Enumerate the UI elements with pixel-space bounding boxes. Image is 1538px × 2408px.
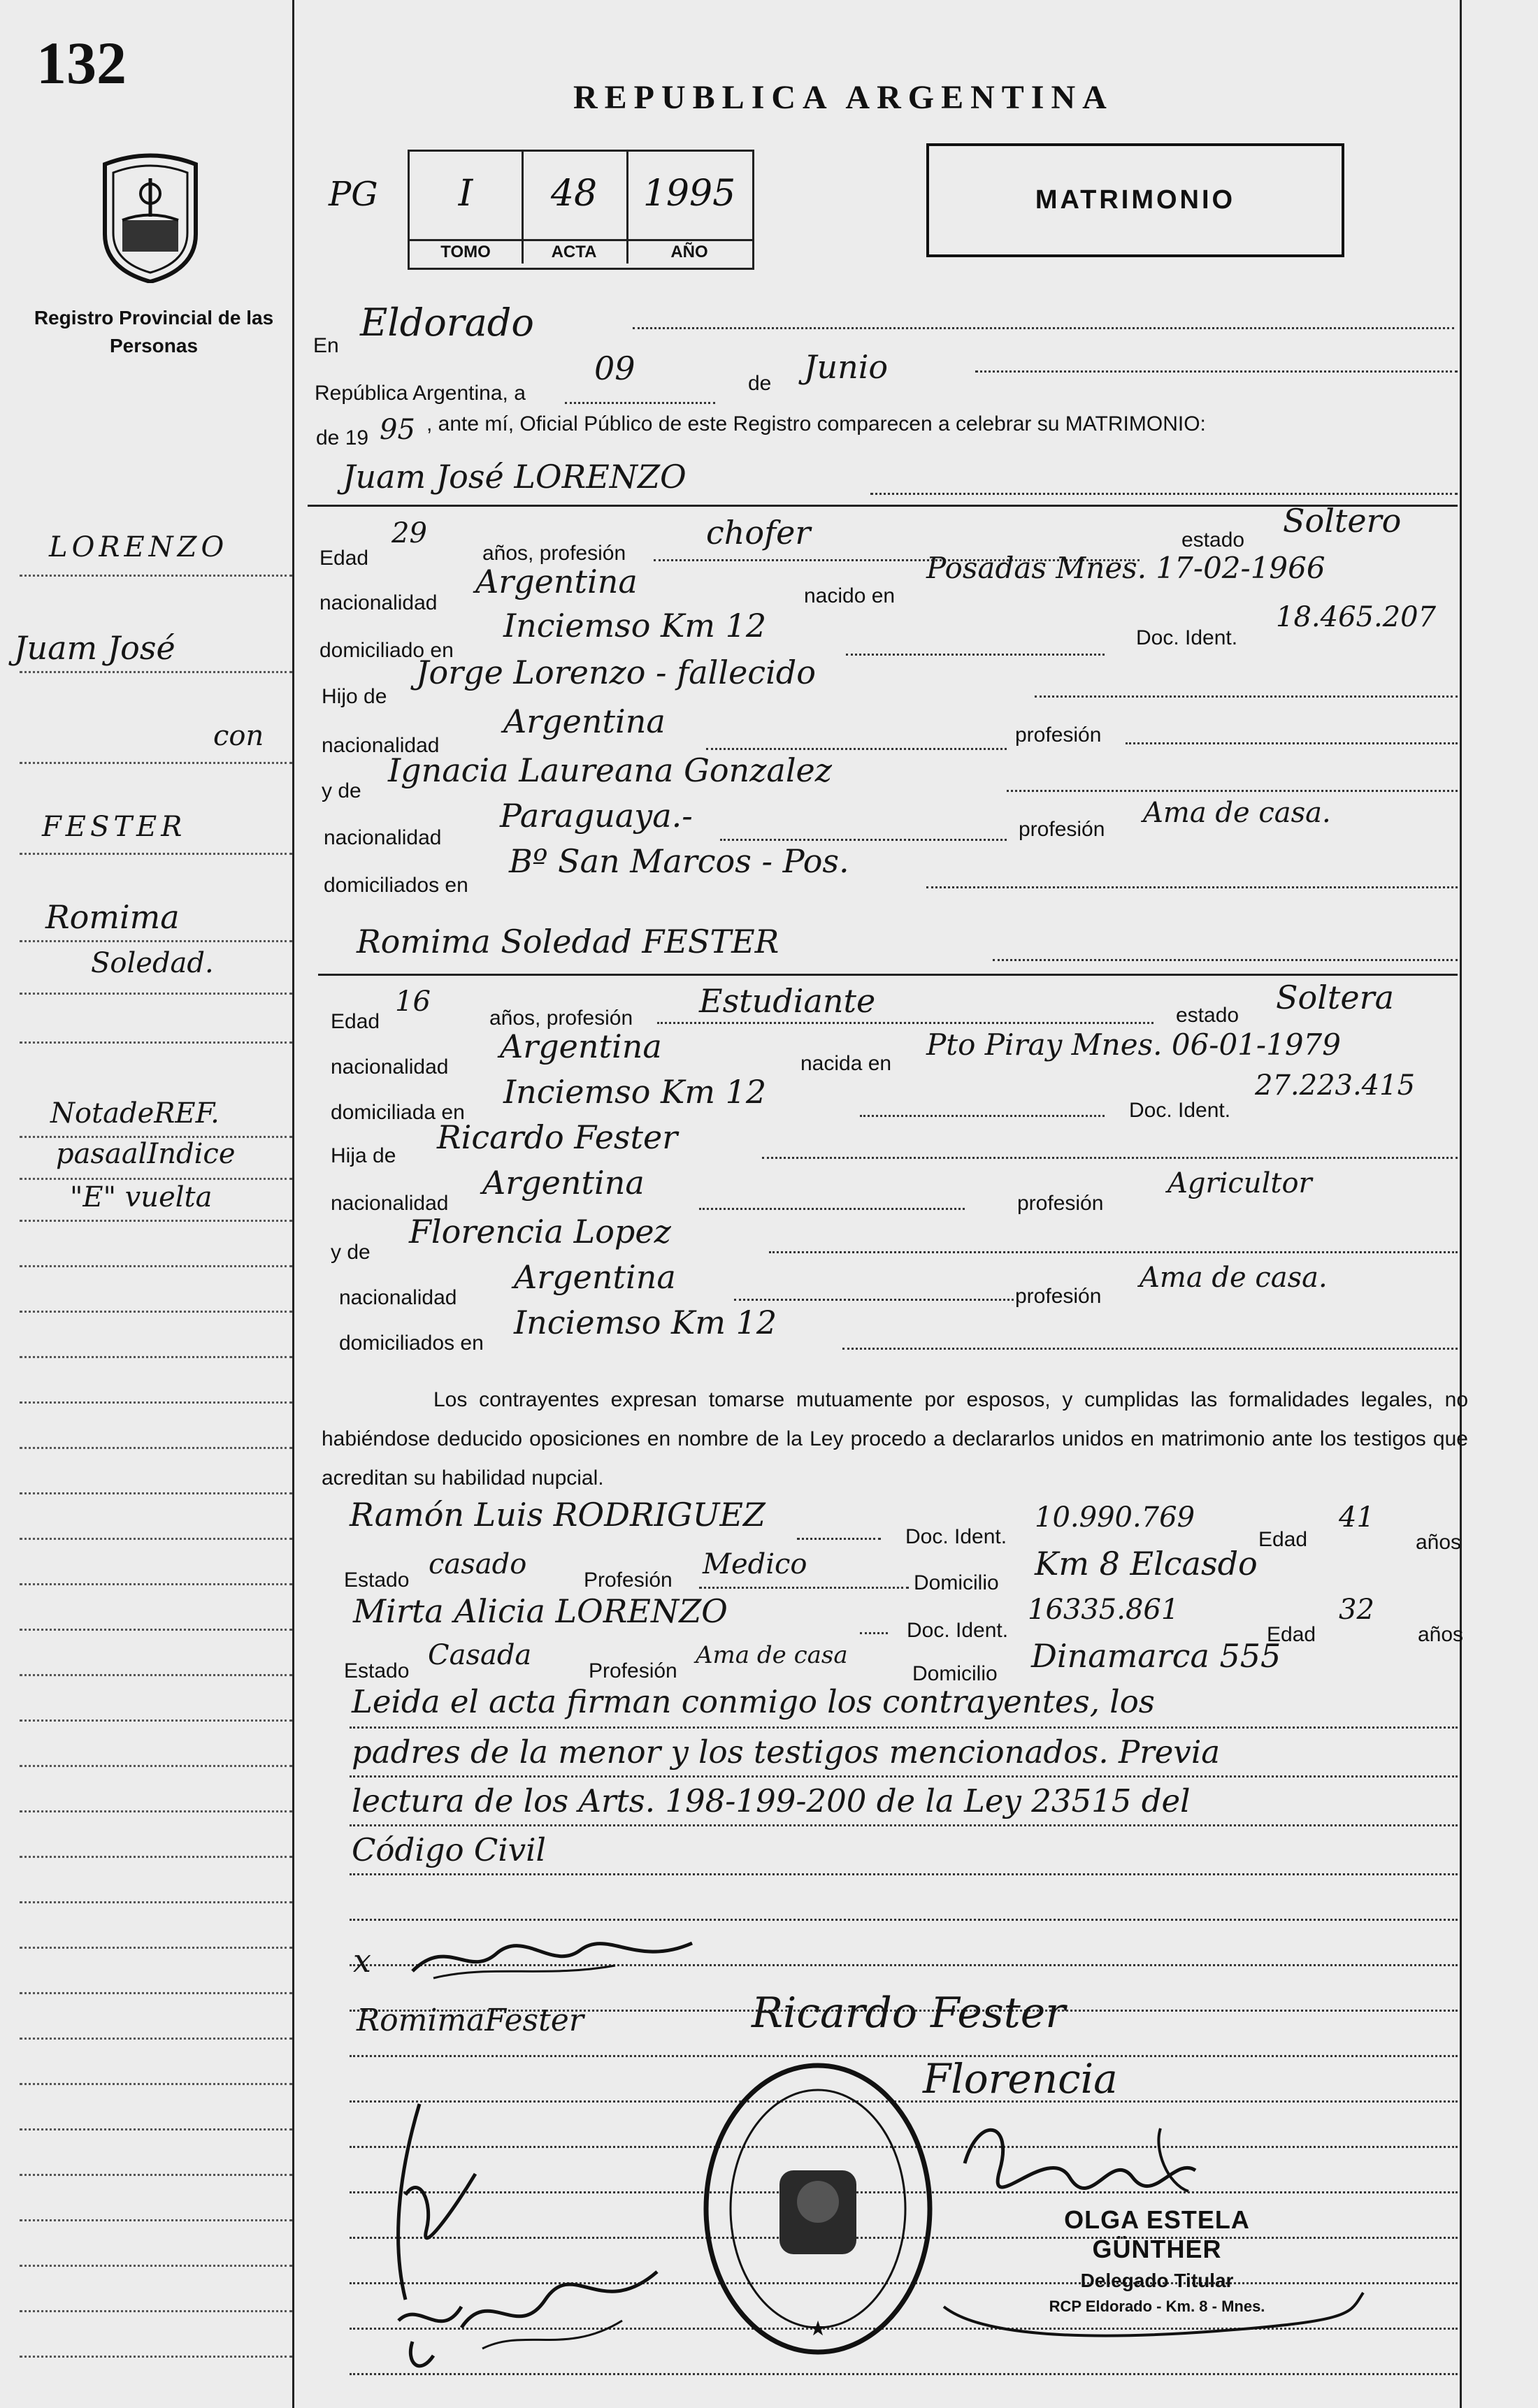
groom-padre-nac: Argentina [503,702,666,740]
margin-line [20,1583,292,1585]
witness1-name: Ramón Luis RODRIGUEZ [350,1496,766,1534]
anio-value: 1995 [642,173,736,215]
groom-padre: Jorge Lorenzo - fallecido [416,654,816,691]
witness1-edad-label: Edad [1258,1528,1308,1551]
witness1-doc: 10.990.769 [1035,1501,1195,1534]
page-number: 132 [36,29,127,96]
signature-father: Ricardo Fester [752,1989,1065,2038]
bride-madre-prof: Ama de casa. [1140,1262,1328,1294]
bride-prof-label: años, profesión [489,1007,633,1030]
tomo-cell [410,152,524,264]
document-type-box: MATRIMONIO [926,143,1344,257]
margin-line [20,671,292,673]
anio-label: AÑO [626,239,752,262]
groom-hijo-label: Hijo de [322,685,387,708]
bride-name-line [993,959,1458,961]
groom-doc-label: Doc. Ident. [1136,626,1238,649]
republica-label: República Argentina, a [315,382,526,405]
officer-name: OLGA ESTELA GÜNTHER [1064,2205,1250,2263]
margin-line [20,1810,292,1812]
legal-paragraph: Los contrayentes expresan tomarse mutuamente por esposos, y cumplidas las formalidades legales, no habiéndose deducido oposiciones en nombre de la Ley procedo a declararlos unidos en matrimonio ante los testigos que acreditan su habilidad nupcial. [322,1388,1468,1490]
bride-padre-nac: Argentina [482,1164,645,1202]
closing-rule [350,2055,1458,2057]
groom-full-name: Juam José LORENZO [343,458,687,496]
bride-padre-line [762,1157,1458,1159]
witness2-profesion: Ama de casa [696,1641,848,1669]
groom-nac-label: nacionalidad [319,591,438,614]
bride-domicilio: Inciemso Km 12 [503,1073,767,1111]
margin-line [20,1447,292,1449]
bride-nacida-en: Pto Piray Mnes. 06-01-1979 [926,1028,1341,1062]
witness1-profesion: Medico [703,1548,807,1580]
groom-doc: 18.465.207 [1276,601,1437,633]
intro-text: , ante mí, Oficial Público de este Registro comparecen a celebrar su MATRIMONIO: [426,412,1206,435]
day-line [565,402,715,404]
groom-madre-nac: Paraguaya.- [500,797,693,835]
signature-witness2-icon [454,2244,664,2370]
groom-prof-label: años, profesión [482,542,626,565]
signature-x-mark: x [353,1942,371,1980]
groom-nacido-label: nacido en [804,584,896,607]
witness2-dom-label: Domicilio [912,1662,998,1685]
bride-padres-dom-line [842,1348,1458,1350]
groom-padre-nac-line [706,748,1007,750]
margin-line [20,2083,292,2085]
bride-profesion: Estudiante [699,982,876,1020]
signature-groom-icon [405,1929,699,1985]
bride-padre-prof: Agricultor [1167,1167,1312,1199]
margin-name1: Juam José [14,629,175,667]
closing-line: Código Civil [352,1831,546,1868]
bride-madre-nac-line [734,1299,1014,1301]
margin-line [20,1492,292,1494]
bride-madre-prof-label: profesión [1015,1285,1102,1308]
witness2-estado-label: Estado [344,1659,410,1682]
witness1-estado: casado [429,1548,527,1580]
groom-padres-dom: Bº San Marcos - Pos. [509,842,849,880]
closing-rule [350,1919,1458,1921]
margin-name2a: Romima [45,898,180,936]
margin-line [20,1220,292,1222]
signature-mother: Florencia [923,2055,1118,2103]
margin-line [20,1041,292,1044]
bride-edad-label: Edad [331,1010,380,1033]
groom-dom-line [846,654,1105,656]
closing-rule [350,1726,1458,1729]
margin-line [20,2174,292,2176]
groom-yde-label: y de [322,779,361,802]
margin-line [20,1311,292,1313]
margin-line [20,2356,292,2358]
place-value: Eldorado [360,301,534,345]
margin-line [20,1356,292,1358]
groom-madre-line [1007,790,1458,792]
closing-line: lectura de los Arts. 198-199-200 de la Ley 23515 del [352,1782,1191,1819]
bride-padre: Ricardo Fester [437,1118,678,1156]
provincial-seal-icon [98,150,203,283]
closing-rule [350,1824,1458,1826]
bride-prof-line [657,1022,1154,1024]
bride-nacida-label: nacida en [800,1052,892,1075]
margin-line [20,853,292,855]
de-label: de [748,372,772,395]
margin-line [20,2219,292,2221]
registro-provincial: Registro Provincial de las Personas [34,307,274,356]
bride-madre-nac: Argentina [514,1258,676,1296]
bride-doc: 27.223.415 [1255,1069,1416,1102]
closing-line: Leida el acta firman conmigo los contrayentes, los [352,1683,1155,1720]
acta-cell [522,152,628,264]
margin-line [20,1629,292,1631]
groom-estado: Soltero [1283,502,1402,540]
day-value: 09 [594,349,635,387]
margin-note2: pasaalIndice [56,1138,236,1170]
bride-dom-label: domiciliada en [331,1101,465,1124]
margin-line [20,762,292,764]
de19-label: de 19 [316,426,369,449]
witness2-edad-label: Edad [1267,1623,1316,1646]
groom-madre-prof-label: profesión [1019,818,1105,841]
year-value: 95 [380,414,415,446]
margin-name2b: Soledad. [91,947,214,979]
month-value: Junio [804,348,889,386]
bride-edad: 16 [395,986,431,1018]
groom-dom-label: domiciliado en [319,639,454,662]
groom-edad: 29 [391,517,427,549]
header-title: REPUBLICA ARGENTINA [573,79,1114,116]
right-edge-rule [1460,0,1462,2408]
officer-signature-icon [951,2100,1202,2205]
groom-madre-nac-label: nacionalidad [324,826,442,849]
groom-edad-label: Edad [319,547,369,570]
margin-line [20,1947,292,1949]
bride-doc-label: Doc. Ident. [1129,1099,1231,1122]
acta-label: ACTA [522,239,626,262]
witness1-estado-label: Estado [344,1569,410,1592]
bride-madre-line [769,1251,1458,1253]
svg-text:★: ★ [810,2318,826,2339]
tomo-acta-ano-box [408,150,754,270]
margin-surname2: FESTER [42,811,187,843]
margin-line [20,1401,292,1404]
bride-padre-nac-line [699,1208,965,1210]
margin-line [20,1265,292,1267]
officer-office: RCP Eldorado - Km. 8 - Mnes. [1049,2298,1265,2315]
witness2-anios-label: años [1418,1623,1464,1646]
bride-padre-nac-label: nacionalidad [331,1192,449,1215]
groom-padre-nac-label: nacionalidad [322,734,440,757]
witness1-prof-line [699,1587,909,1589]
groom-madre-nac-line [720,839,1007,841]
margin-line [20,993,292,995]
margin-line [20,1674,292,1676]
margin-line [20,940,292,942]
bride-yde-label: y de [331,1241,371,1264]
margin-line [20,2265,292,2267]
margin-line [20,2038,292,2040]
officer-role: Delegado Titular [1080,2270,1234,2291]
witness1-domicilio: Km 8 Elcasdo [1035,1545,1258,1582]
officer-flourish-icon [937,2265,1370,2349]
bride-hija-label: Hija de [331,1144,396,1167]
margin-note1: NotadeREF. [50,1097,220,1130]
margin-line [20,1856,292,1858]
pg-mark: PG [329,175,378,214]
closing-rule [350,2373,1458,2375]
witness2-estado: Casada [428,1639,532,1671]
closing-line: padres de la menor y los testigos mencionados. Previa [352,1733,1221,1771]
signature-bride: RomimaFester [357,2003,584,2038]
witness1-edad: 41 [1339,1501,1374,1534]
margin-line [20,1992,292,1994]
groom-madre: Ignacia Laureana Gonzalez [388,751,832,789]
margin-line [20,1720,292,1722]
margin-line [20,1538,292,1540]
acta-value: 48 [550,173,598,215]
bride-padres-dom: Inciemso Km 12 [514,1304,777,1341]
registry-stamp-icon [699,2059,937,2359]
groom-domicilio: Inciemso Km 12 [503,607,767,644]
witness1-prof-label: Profesión [584,1569,673,1592]
margin-line [20,1765,292,1767]
bride-full-name: Romima Soledad FESTER [357,923,779,960]
left-margin-rule [292,0,294,2408]
bride-estado-label: estado [1176,1004,1239,1027]
month-line [975,370,1458,373]
margin-note3: "E" vuelta [70,1181,213,1213]
witness1-anios-label: años [1416,1531,1462,1554]
bride-estado: Soltera [1276,979,1395,1016]
witness1-doc-label: Doc. Ident. [905,1525,1007,1548]
margin-line [20,2128,292,2131]
groom-padre-line [1035,695,1458,698]
witness2-name-line [860,1632,888,1634]
bride-padres-dom-label: domiciliados en [339,1332,484,1355]
margin-line [20,575,292,577]
anio-cell [626,152,752,264]
groom-profesion: chofer [706,514,811,551]
bride-padre-prof-label: profesión [1017,1192,1104,1215]
groom-nacionalidad: Argentina [475,563,638,600]
margin-surname1: LORENZO [49,531,229,563]
groom-padres-dom-line [926,886,1458,888]
closing-rule [350,1775,1458,1778]
witness2-name: Mirta Alicia LORENZO [353,1592,728,1630]
witness2-edad: 32 [1339,1594,1374,1626]
margin-line [20,1901,292,1903]
groom-padres-dom-label: domiciliados en [324,874,468,897]
margin-line [20,1178,292,1180]
tomo-value: I [458,173,473,215]
margin-line [20,2310,292,2312]
bride-madre-nac-label: nacionalidad [339,1286,457,1309]
groom-padre-prof-label: profesión [1015,723,1102,747]
witness2-doc: 16335.861 [1028,1594,1179,1626]
bride-divider [318,974,1458,976]
bride-madre: Florencia Lopez [409,1213,671,1250]
groom-padre-prof-line [1126,742,1458,744]
groom-estado-label: estado [1181,528,1245,551]
witness2-prof-label: Profesión [589,1659,677,1682]
en-label: En [313,334,339,357]
witness2-doc-label: Doc. Ident. [907,1619,1009,1642]
margin-con: con [213,720,264,752]
bride-nacionalidad: Argentina [500,1028,662,1065]
witness1-name-line [797,1538,881,1540]
tomo-label: TOMO [410,239,522,262]
groom-madre-prof: Ama de casa. [1143,797,1331,829]
bride-dom-line [860,1115,1105,1117]
witness2-domicilio: Dinamarca 555 [1031,1637,1281,1675]
closing-rule [350,1873,1458,1875]
groom-name-line [870,493,1458,495]
place-line [633,327,1454,329]
witness1-dom-label: Domicilio [914,1571,999,1594]
bride-nac-label: nacionalidad [331,1055,449,1079]
groom-nacido-en: Posadas Mnes. 17-02-1966 [926,551,1325,585]
